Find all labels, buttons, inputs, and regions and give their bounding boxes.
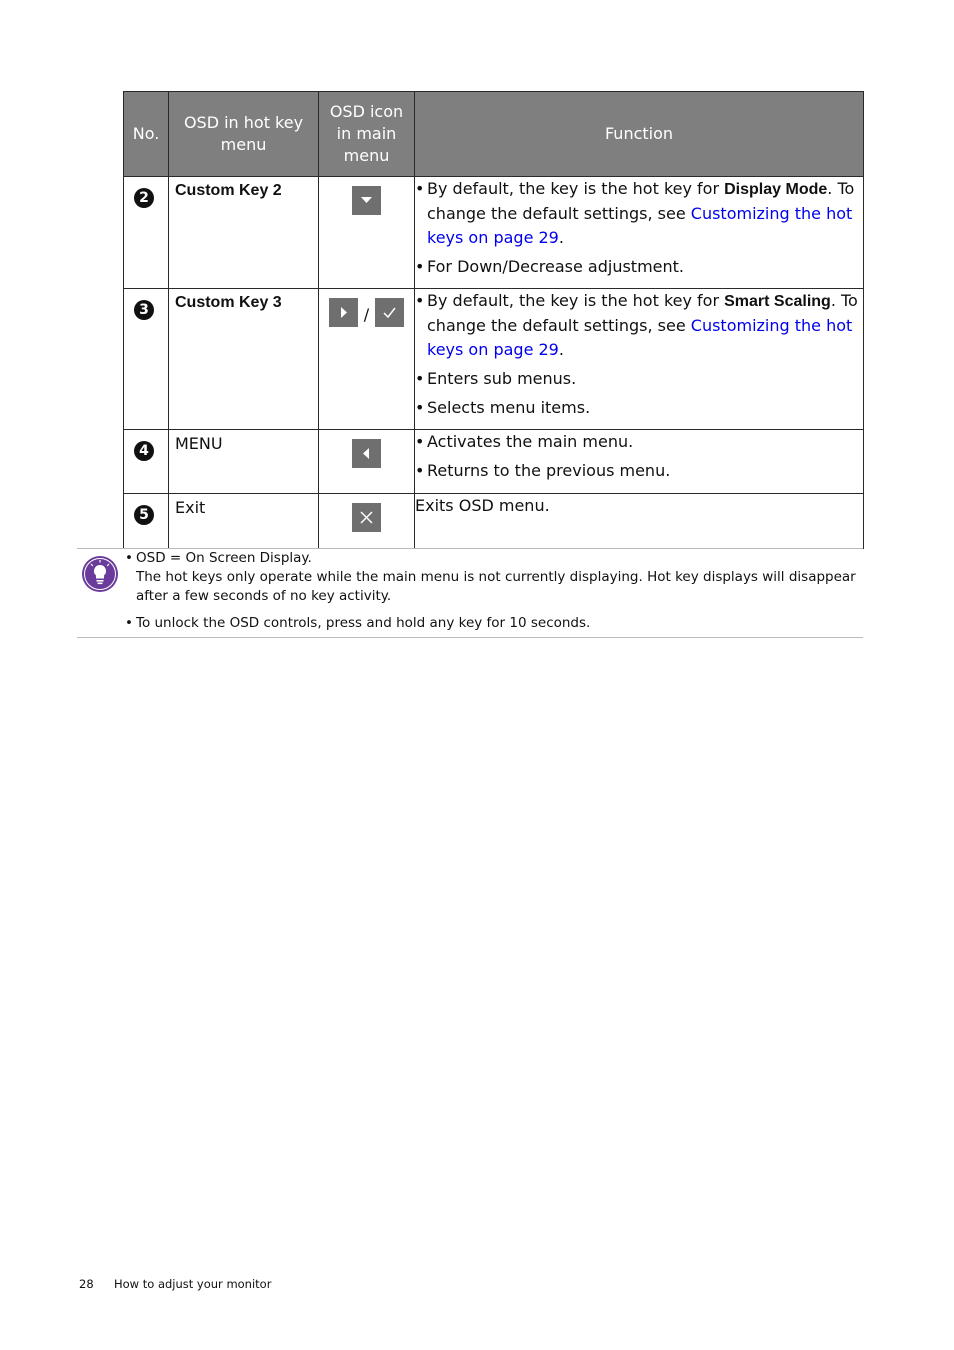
section-title: How to adjust your monitor	[114, 1277, 272, 1291]
arrow-left-icon	[352, 439, 381, 468]
function-item: • For Down/Decrease adjustment.	[415, 255, 863, 279]
function-item: • By default, the key is the hot key for Display Mode. To change the default settings, see Customizing the hot keys on page 29.	[415, 177, 863, 250]
header-no: No.	[124, 92, 169, 177]
hot-key-name: MENU	[175, 434, 223, 453]
row-number-badge: 2	[134, 188, 154, 208]
row-number-badge: 5	[134, 505, 154, 525]
note-box	[77, 548, 863, 638]
table-row	[124, 177, 864, 289]
table-row	[124, 430, 864, 494]
page-number: 28	[79, 1277, 94, 1291]
header-osd-hot-key: OSD in hot key menu	[169, 92, 319, 177]
table-row	[124, 494, 864, 549]
function-item: • Activates the main menu.	[415, 430, 863, 454]
table-header-row	[124, 92, 864, 177]
function-item: • By default, the key is the hot key for Smart Scaling. To change the default settings, see Customizing the hot keys on page 29.	[415, 289, 863, 362]
page-footer	[79, 1277, 271, 1291]
note-bullet: • OSD = On Screen Display.	[125, 549, 861, 568]
hot-key-name: Exit	[175, 498, 206, 517]
arrow-right-icon	[329, 298, 358, 327]
function-item: • Selects menu items.	[415, 396, 863, 420]
customizing-hot-keys-link[interactable]: Customizing the hot keys on page 29	[427, 316, 853, 359]
header-osd-icon: OSD icon in main menu	[319, 92, 415, 177]
header-function: Function	[415, 92, 864, 177]
osd-keys-table	[123, 91, 864, 549]
close-icon	[352, 503, 381, 532]
customizing-hot-keys-link[interactable]: Customizing the hot keys on page 29	[427, 204, 853, 247]
icon-separator: /	[363, 305, 370, 324]
check-icon	[375, 298, 404, 327]
function-text: Exits OSD menu.	[415, 496, 550, 515]
arrow-down-icon	[352, 186, 381, 215]
row-number-badge: 4	[134, 441, 154, 461]
row-number-badge: 3	[134, 300, 154, 320]
note-bullet: • To unlock the OSD controls, press and hold any key for 10 seconds.	[125, 614, 861, 633]
lightbulb-icon	[81, 555, 119, 593]
note-paragraph: The hot keys only operate while the main menu is not currently displaying. Hot key displays will disappear after a few seconds of no key activity.	[136, 569, 856, 604]
function-item: • Enters sub menus.	[415, 367, 863, 391]
hot-key-name: Custom Key 3	[175, 294, 282, 311]
hot-key-name: Custom Key 2	[175, 182, 282, 199]
table-row	[124, 289, 864, 430]
function-item: • Returns to the previous menu.	[415, 459, 863, 483]
